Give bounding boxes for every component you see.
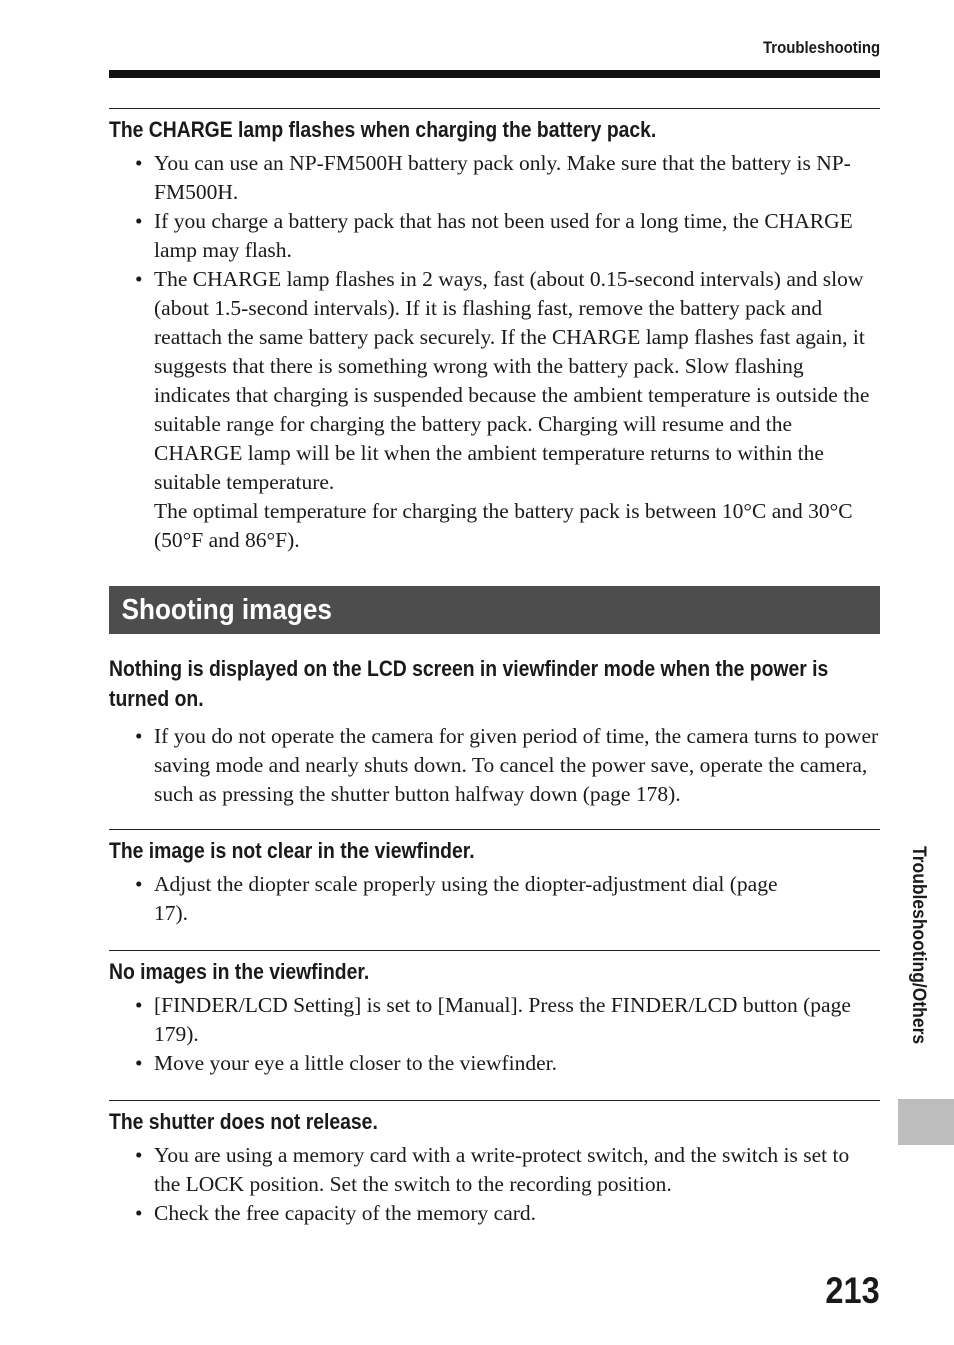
- bullet-list: [109, 870, 880, 928]
- section-title: The CHARGE lamp flashes when charging the battery pack.: [109, 117, 657, 142]
- section-banner: [109, 586, 880, 634]
- list-item: • If you charge a battery pack that has not been used for a long time, the CHARGE lamp may flash.: [135, 207, 880, 265]
- section-title: No images in the viewfinder.: [109, 959, 370, 984]
- bullet-list: [109, 722, 880, 809]
- list-item-text: The CHARGE lamp flashes in 2 ways, fast (about 0.15-second intervals) and slow (about 1.5-second intervals). If it is flashing fast, remove the battery pack and reattach the same battery pack securely. If the CHARGE lamp flashes fast again, it suggests that there is something wrong with the battery pack. Slow flashing indicates that charging is suspended because the ambient temperature is outside the suitable range for charging the battery pack. Charging will resume and the CHARGE lamp will be lit when the ambient temperature returns to within the suitable temperature.: [154, 267, 870, 494]
- bullet-list: [109, 991, 880, 1078]
- list-item: • Check the free capacity of the memory card.: [135, 1199, 880, 1228]
- list-item: • You can use an NP-FM500H battery pack only. Make sure that the battery is NP-FM500H.: [135, 149, 880, 207]
- banner-title: Shooting images: [121, 593, 332, 626]
- list-item: • [FINDER/LCD Setting] is set to [Manual]. Press the FINDER/LCD button (page 179).: [135, 991, 880, 1049]
- header-rule: [109, 70, 880, 78]
- section-lcd-nothing-displayed: [109, 654, 880, 809]
- list-item: [135, 265, 880, 555]
- section-title: The image is not clear in the viewfinder.: [109, 838, 475, 863]
- section-title: Nothing is displayed on the LCD screen in viewfinder mode when the power is turned on.: [109, 656, 829, 711]
- list-item: • If you do not operate the camera for given period of time, the camera turns to power saving mode and nearly shuts down. To cancel the power save, operate the camera, such as pressing the shutter button halfway down (page 178).: [135, 722, 880, 809]
- list-item-continuation: The optimal temperature for charging the battery pack is between 10°C and 30°C (50°F and 86°F).: [154, 499, 853, 552]
- list-item: • You are using a memory card with a write-protect switch, and the switch is set to the LOCK position. Set the switch to the recording position.: [135, 1141, 880, 1199]
- page-number: 213: [825, 1270, 880, 1311]
- list-item: • Move your eye a little closer to the viewfinder.: [135, 1049, 880, 1078]
- page-content: [109, 108, 880, 1228]
- section-title: The shutter does not release.: [109, 1109, 378, 1134]
- list-item: • Adjust the diopter scale properly using the diopter-adjustment dial (page 17).: [135, 870, 880, 928]
- section-shutter-not-release: [109, 1100, 880, 1228]
- section-image-not-clear: [109, 829, 880, 928]
- bullet-list: [109, 1141, 880, 1228]
- running-header: Troubleshooting: [762, 38, 880, 57]
- bullet-list: [109, 149, 880, 555]
- section-no-images: [109, 950, 880, 1078]
- side-tab-label: Troubleshooting/Others: [908, 846, 929, 1045]
- section-charge-lamp: [109, 108, 880, 555]
- side-tab-marker: [898, 1099, 954, 1145]
